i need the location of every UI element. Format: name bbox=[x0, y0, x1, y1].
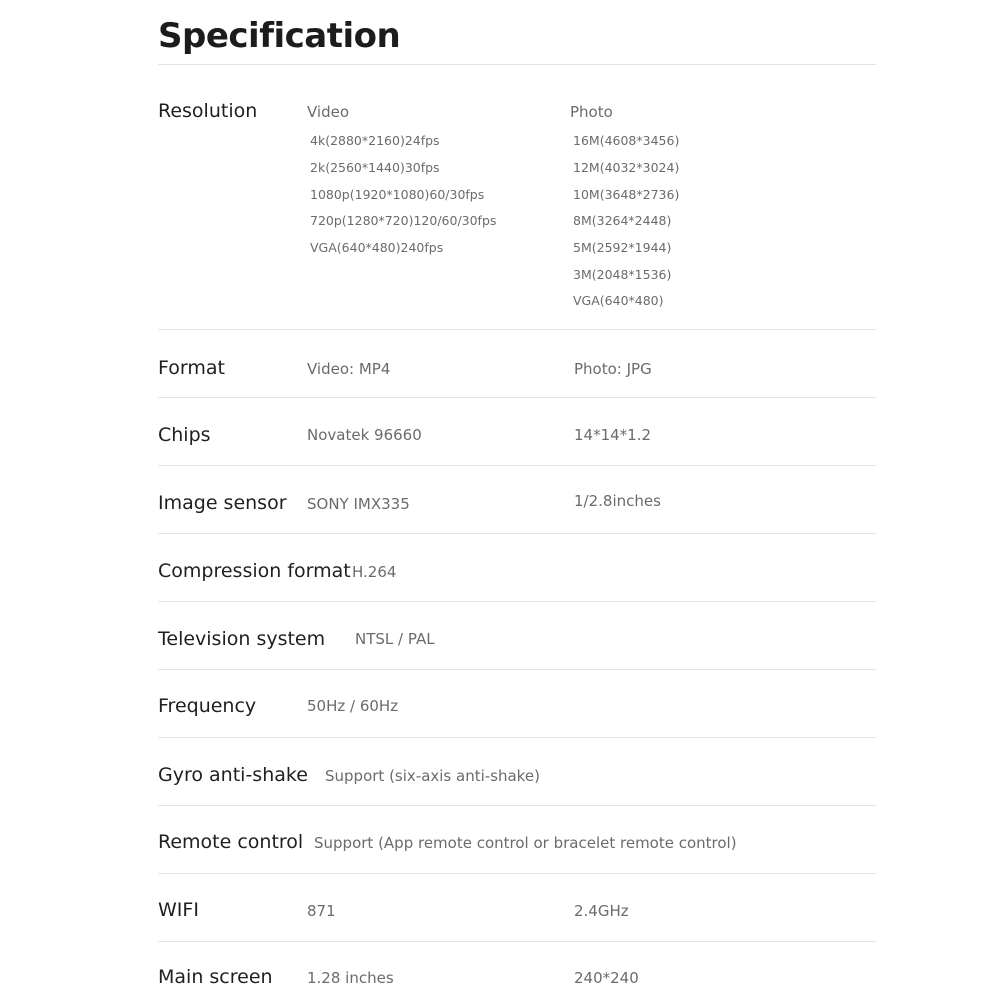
remote-control-label: Remote control bbox=[158, 831, 304, 853]
row-divider bbox=[158, 941, 876, 942]
row-divider bbox=[158, 329, 876, 330]
chips-size-value: 14*14*1.2 bbox=[574, 426, 652, 444]
compression-format-label: Compression format bbox=[158, 560, 351, 582]
photo-resolution-item: 5M(2592*1944) bbox=[573, 240, 672, 255]
photo-resolution-item: 3M(2048*1536) bbox=[573, 267, 672, 282]
row-divider bbox=[158, 533, 876, 534]
photo-heading: Photo bbox=[570, 103, 613, 121]
photo-resolution-item: 10M(3648*2736) bbox=[573, 187, 680, 202]
format-photo-value: Photo: JPG bbox=[574, 360, 652, 378]
wifi-band-value: 2.4GHz bbox=[574, 902, 629, 920]
photo-resolution-item: VGA(640*480) bbox=[573, 293, 664, 308]
chips-label: Chips bbox=[158, 424, 211, 446]
video-resolution-item: 720p(1280*720)120/60/30fps bbox=[310, 213, 497, 228]
title-divider bbox=[158, 64, 876, 65]
format-label: Format bbox=[158, 357, 225, 379]
resolution-label: Resolution bbox=[158, 100, 258, 122]
remote-control-value: Support (App remote control or bracelet remote control) bbox=[314, 834, 737, 852]
television-system-value: NTSL / PAL bbox=[355, 630, 435, 648]
main-screen-resolution-value: 240*240 bbox=[574, 969, 639, 987]
chips-value: Novatek 96660 bbox=[307, 426, 422, 444]
photo-resolution-item: 12M(4032*3024) bbox=[573, 160, 680, 175]
row-divider bbox=[158, 669, 876, 670]
video-resolution-item: 1080p(1920*1080)60/30fps bbox=[310, 187, 485, 202]
format-video-value: Video: MP4 bbox=[307, 360, 391, 378]
compression-format-value: H.264 bbox=[352, 563, 397, 581]
row-divider bbox=[158, 397, 876, 398]
image-sensor-label: Image sensor bbox=[158, 492, 287, 514]
image-sensor-size-value: 1/2.8inches bbox=[574, 492, 661, 510]
photo-resolution-item: 16M(4608*3456) bbox=[573, 133, 680, 148]
video-resolution-item: 2k(2560*1440)30fps bbox=[310, 160, 440, 175]
page-title: Specification bbox=[158, 16, 401, 56]
gyro-anti-shake-value: Support (six-axis anti-shake) bbox=[325, 767, 540, 785]
wifi-chip-value: 871 bbox=[307, 902, 336, 920]
gyro-anti-shake-label: Gyro anti-shake bbox=[158, 764, 308, 786]
row-divider bbox=[158, 601, 876, 602]
main-screen-label: Main screen bbox=[158, 966, 273, 988]
image-sensor-value: SONY IMX335 bbox=[307, 495, 410, 513]
wifi-label: WIFI bbox=[158, 899, 199, 921]
video-heading: Video bbox=[307, 103, 350, 121]
row-divider bbox=[158, 465, 876, 466]
row-divider bbox=[158, 737, 876, 738]
television-system-label: Television system bbox=[158, 628, 326, 650]
main-screen-size-value: 1.28 inches bbox=[307, 969, 394, 987]
video-resolution-item: 4k(2880*2160)24fps bbox=[310, 133, 440, 148]
frequency-label: Frequency bbox=[158, 695, 257, 717]
photo-resolution-item: 8M(3264*2448) bbox=[573, 213, 672, 228]
row-divider bbox=[158, 805, 876, 806]
row-divider bbox=[158, 873, 876, 874]
video-resolution-item: VGA(640*480)240fps bbox=[310, 240, 444, 255]
frequency-value: 50Hz / 60Hz bbox=[307, 697, 399, 715]
